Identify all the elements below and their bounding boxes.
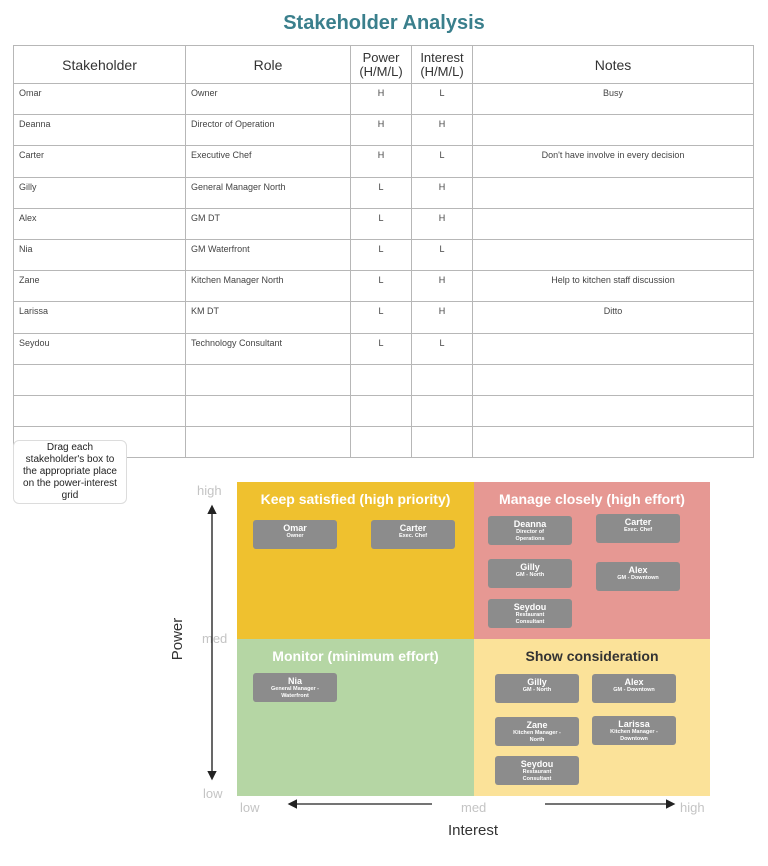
card-name: Alex [624, 677, 644, 687]
page-title: Stakeholder Analysis [283, 12, 485, 34]
card-sub: Restaurant [522, 769, 552, 775]
y-axis-high-label: high [197, 483, 222, 498]
cell-notes: Don't have involve in every decision [473, 146, 754, 177]
cell-stakeholder: Seydou [14, 333, 186, 364]
cell-power: H [351, 84, 412, 115]
card-sub: Restaurant [515, 612, 545, 618]
cell-interest: H [412, 177, 473, 208]
x-axis-title: Interest [447, 822, 499, 839]
quadrant-title-keep-satisfied: Keep satisfied (high priority) [260, 491, 451, 507]
cell-role: Kitchen Manager North [186, 271, 351, 302]
card-sub: Downtown [620, 736, 648, 742]
header-interest-line2: (H/M/L) [420, 63, 464, 79]
card-sub: Consultant [522, 776, 552, 782]
x-axis-high-label: high [680, 800, 705, 815]
cell-interest: L [412, 146, 473, 177]
card-sub: Director of [516, 529, 544, 535]
header-role: Role [186, 46, 351, 84]
card-sub: Exec. Chef [398, 533, 428, 539]
cell-power: L [351, 302, 412, 333]
cell-role: KM DT [186, 302, 351, 333]
cell-interest: H [412, 302, 473, 333]
card-name: Omar [283, 523, 307, 533]
cell-interest: L [412, 239, 473, 270]
cell-role: Executive Chef [186, 146, 351, 177]
quadrant-title-show-consideration: Show consideration [525, 648, 659, 664]
cell-power: H [351, 115, 412, 146]
card-name: Seydou [513, 602, 547, 612]
card-sub: Operations [515, 536, 545, 542]
card-name: Deanna [513, 519, 547, 529]
cell-stakeholder: Deanna [14, 115, 186, 146]
card-name: Gilly [520, 562, 540, 572]
cell-interest: H [412, 208, 473, 239]
cell-interest: H [412, 271, 473, 302]
cell-power: L [351, 208, 412, 239]
cell-power: L [351, 271, 412, 302]
card-sub: Consultant [515, 619, 545, 625]
header-interest-line1: Interest [420, 49, 464, 65]
card-sub: Kitchen Manager - [610, 729, 658, 735]
cell-power: L [351, 177, 412, 208]
cell-role: Technology Consultant [186, 333, 351, 364]
cell-interest: L [412, 333, 473, 364]
card-sub: Exec. Chef [623, 527, 653, 533]
card-sub: Waterfront [281, 693, 309, 699]
quadrant-title-manage-closely: Manage closely (high effort) [499, 491, 685, 507]
cell-power: H [351, 146, 412, 177]
cell-role: Director of Operation [186, 115, 351, 146]
cell-notes: Ditto [473, 302, 754, 333]
card-sub: GM - North [522, 687, 552, 693]
cell-power: L [351, 239, 412, 270]
cell-stakeholder: Carter [14, 146, 186, 177]
cell-role: GM Waterfront [186, 239, 351, 270]
card-name: Alex [628, 565, 648, 575]
cell-stakeholder: Omar [14, 84, 186, 115]
header-stakeholder: Stakeholder [14, 46, 186, 84]
x-axis-med-label: med [461, 800, 487, 815]
card-sub: GM - Downtown [617, 575, 659, 581]
card-name: Zane [526, 720, 548, 730]
cell-stakeholder: Zane [14, 271, 186, 302]
cell-interest: H [412, 115, 473, 146]
card-name: Carter [624, 517, 652, 527]
card-name: Carter [399, 523, 427, 533]
cell-role: Owner [186, 84, 351, 115]
cell-role: GM DT [186, 208, 351, 239]
cell-stakeholder: Gilly [14, 177, 186, 208]
card-sub: GM - Downtown [613, 687, 655, 693]
card-sub: GM - North [515, 572, 545, 578]
cell-interest: L [412, 84, 473, 115]
card-sub: Owner [286, 533, 304, 539]
y-axis-low-label: low [203, 786, 223, 801]
cell-stakeholder: Larissa [14, 302, 186, 333]
x-axis-low-label: low [240, 800, 260, 815]
card-sub: Kitchen Manager - [513, 730, 561, 736]
card-sub: North [529, 737, 545, 743]
cell-notes: Busy [473, 84, 754, 115]
cell-notes: Help to kitchen staff discussion [473, 271, 754, 302]
header-power-line2: (H/M/L) [359, 63, 403, 79]
header-power-line1: Power [362, 49, 400, 65]
card-sub: General Manager - [271, 686, 319, 692]
y-axis-title: Power [169, 617, 186, 661]
header-notes: Notes [473, 46, 754, 84]
cell-stakeholder: Nia [14, 239, 186, 270]
card-name: Seydou [520, 759, 554, 769]
cell-power: L [351, 333, 412, 364]
y-axis-med-label: med [202, 631, 228, 646]
quadrant-title-monitor: Monitor (minimum effort) [272, 648, 439, 664]
card-name: Gilly [527, 677, 547, 687]
cell-role: General Manager North [186, 177, 351, 208]
instruction-note: Drag each stakeholder's box to the appropriate place on the power-interest grid [13, 440, 127, 504]
card-name: Larissa [618, 719, 650, 729]
cell-stakeholder: Alex [14, 208, 186, 239]
card-name: Nia [287, 676, 302, 686]
